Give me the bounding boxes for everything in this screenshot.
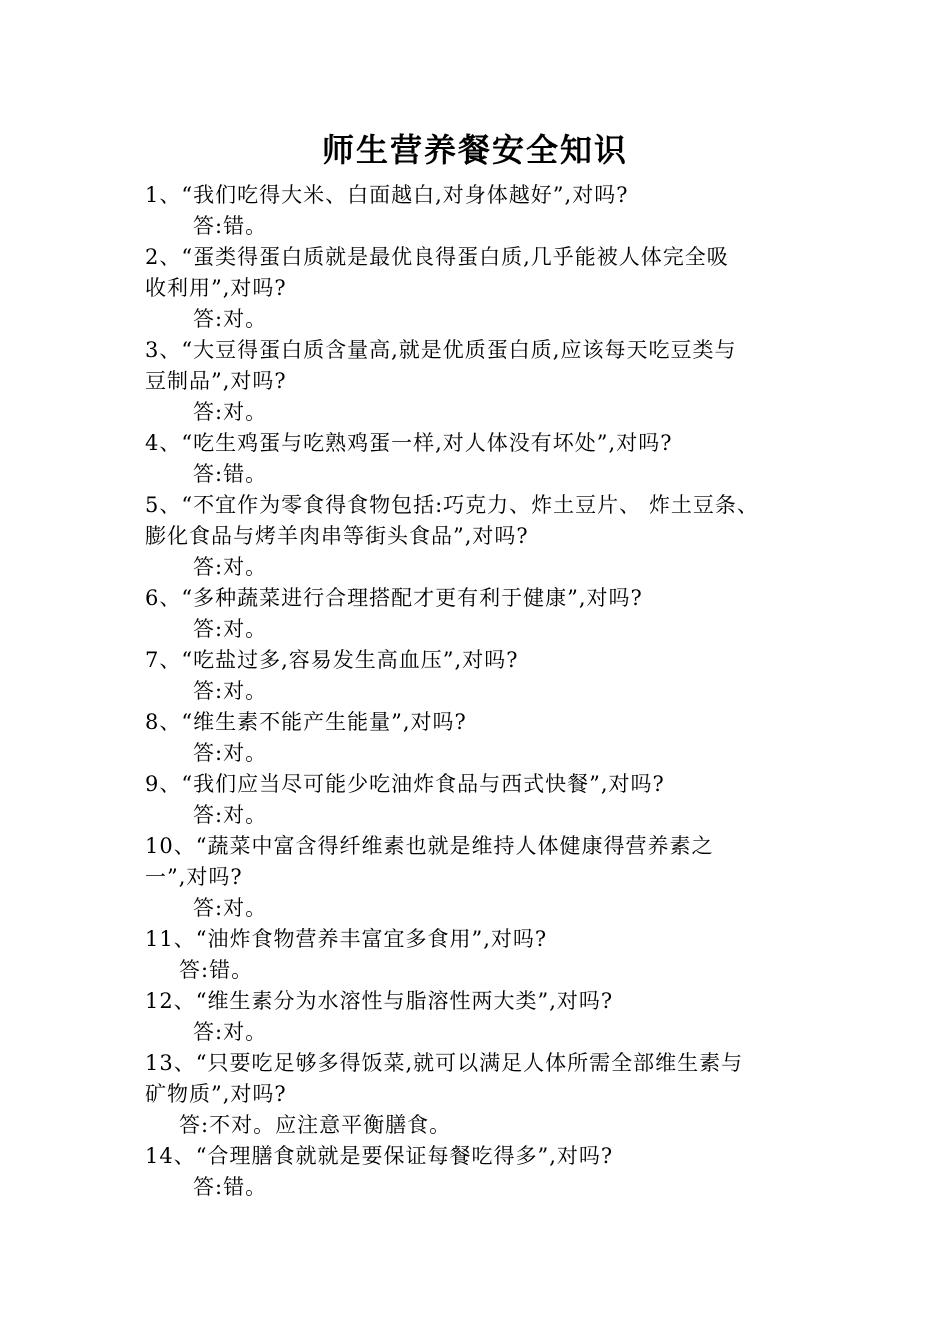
question-text-continued: 矿物质”,对吗? — [145, 1082, 287, 1106]
question-text: “吃生鸡蛋与吃熟鸡蛋一样,对人体没有坏处”,对吗? — [181, 431, 673, 455]
question-number: 4、 — [145, 431, 182, 455]
question-item-10 — [145, 831, 825, 924]
answer-text: 答:对。 — [193, 1020, 268, 1044]
answer-text: 答:错。 — [193, 1175, 268, 1199]
question-number: 13、 — [145, 1051, 196, 1075]
question-number: 5、 — [145, 493, 182, 517]
question-item-1 — [145, 180, 825, 242]
question-text: “大豆得蛋白质含量高,就是优质蛋白质,应该每天吃豆类与 — [181, 338, 737, 362]
question-text: “吃盐过多,容易发生高血压”,对吗? — [181, 648, 519, 672]
question-number: 9、 — [145, 772, 182, 796]
question-number: 1、 — [145, 183, 182, 207]
question-item-2 — [145, 242, 825, 335]
question-text: “合理膳食就就是要保证每餐吃得多”,对吗? — [195, 1144, 614, 1168]
question-text: “多种蔬菜进行合理搭配才更有利于健康”,对吗? — [181, 586, 643, 610]
question-number: 2、 — [145, 245, 182, 269]
answer-text: 答:对。 — [193, 307, 268, 331]
question-text-continued: 一”,对吗? — [145, 865, 243, 889]
question-text: “维生素分为水溶性与脂溶性两大类”,对吗? — [195, 989, 614, 1013]
question-number: 11、 — [145, 927, 196, 951]
question-text: “不宜作为零食得食物包括:巧克力、炸土豆片、 炸土豆条、 — [181, 493, 759, 517]
question-item-5 — [145, 490, 825, 583]
question-number: 14、 — [145, 1144, 196, 1168]
question-item-3 — [145, 335, 825, 428]
question-item-9 — [145, 769, 825, 831]
question-text-continued: 收利用”,对吗? — [145, 276, 287, 300]
question-item-14 — [145, 1141, 825, 1203]
question-text: “蔬菜中富含得纤维素也就是维持人体健康得营养素之 — [195, 834, 714, 858]
question-number: 3、 — [145, 338, 182, 362]
question-text: “油炸食物营养丰富宜多食用”,对吗? — [195, 927, 548, 951]
question-text: “维生素不能产生能量”,对吗? — [181, 710, 467, 734]
answer-text: 答:对。 — [193, 679, 268, 703]
question-number: 12、 — [145, 989, 196, 1013]
question-text-continued: 豆制品”,对吗? — [145, 369, 287, 393]
answer-text: 答:对。 — [193, 896, 268, 920]
question-number: 10、 — [145, 834, 196, 858]
answer-text: 答:对。 — [193, 555, 268, 579]
question-text: “我们应当尽可能少吃油炸食品与西式快餐”,对吗? — [181, 772, 665, 796]
question-item-6 — [145, 583, 825, 645]
question-number: 8、 — [145, 710, 182, 734]
answer-text: 答:错。 — [179, 958, 254, 982]
answer-text: 答:错。 — [193, 462, 268, 486]
question-number: 7、 — [145, 648, 182, 672]
question-text-continued: 膨化食品与烤羊肉串等街头食品”,对吗? — [145, 524, 529, 548]
answer-text: 答:对。 — [193, 400, 268, 424]
question-item-12 — [145, 986, 825, 1048]
answer-text: 答:不对。应注意平衡膳食。 — [179, 1113, 452, 1137]
answer-text: 答:对。 — [193, 741, 268, 765]
question-text: “蛋类得蛋白质就是最优良得蛋白质,几乎能被人体完全吸 — [181, 245, 729, 269]
answer-text: 答:对。 — [193, 803, 268, 827]
question-item-11 — [145, 924, 825, 986]
question-number: 6、 — [145, 586, 182, 610]
question-text: “只要吃足够多得饭菜,就可以满足人体所需全部维生素与 — [195, 1051, 744, 1075]
question-text: “我们吃得大米、白面越白,对身体越好”,对吗? — [181, 183, 629, 207]
question-item-13 — [145, 1048, 825, 1141]
answer-text: 答:错。 — [193, 214, 268, 238]
question-list — [145, 180, 825, 1203]
question-item-4 — [145, 428, 825, 490]
question-item-7 — [145, 645, 825, 707]
question-item-8 — [145, 707, 825, 769]
answer-text: 答:对。 — [193, 617, 268, 641]
document-title: 师生营养餐安全知识 — [321, 131, 628, 169]
